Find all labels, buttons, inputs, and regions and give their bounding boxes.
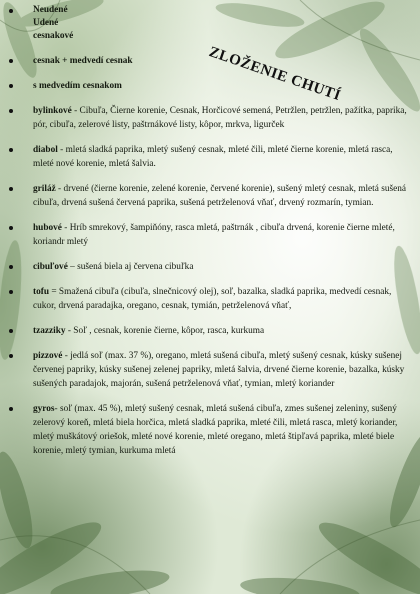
flavor-ingredients: drvené (čierne korenie, zelené korenie, červené korenie), sušený mletý cesnak, mletá sušená cibuľa, drvená sušená červená paprika, sušená petrželenová vňať, drvený rozmarín, tymian. [33,184,407,208]
list-item [33,324,415,338]
list-item [33,4,415,43]
list-item [33,143,415,171]
flavor-list [0,4,415,469]
flavor-ingredients: mletá sladká paprika, mletý sušený cesnak, mleté čili, mleté čierne korenie, mletá rasca, mleté nové korenie, mletá šalvia. [33,145,393,169]
flavor-name: cesnak + medvedí cesnak [33,56,133,66]
flavor-name: s medvedím cesnakom [33,81,122,91]
flavor-ingredients: sušená biela aj červena cibuľka [77,262,194,272]
list-item [33,54,415,68]
list-item [33,285,415,313]
list-item [33,79,415,93]
flavor-ingredients: Soľ , cesnak, korenie čierne, kôpor, rasca, kurkuma [73,326,265,336]
flavor-ingredients: Hríb smrekový, šampiňóny, rasca mletá, paštrnák , cibuľa drvená, korenie čierne mleté, koriandr mletý [33,223,395,247]
flavor-name: Udené [33,18,59,28]
list-item [33,182,415,210]
separator: - [62,351,71,361]
flavor-name: hubové [33,223,62,233]
list-item [33,402,415,458]
flavor-name: bylinkové [33,106,72,116]
separator: - [71,106,80,116]
separator: - [55,184,64,194]
flavor-name: tofu [33,287,50,297]
separator: - [57,145,66,155]
flavor-name: cibuľové [33,262,68,272]
list-item [33,104,415,132]
separator: = [49,287,59,297]
flavor-name: tzazziky [33,326,66,336]
list-item [33,260,415,274]
separator: – [67,262,78,272]
page-title: ZLOŽENIE CHUTÍ [206,44,343,105]
flavor-ingredients: Cibuľa, Čierne korenie, Cesnak, Horčicové semená, Petržlen, petržlen, pažítka, paprika, pór, cibuľa, zelerové listy, paštrnákové listy, kôpor, mrkva, ligurček [33,106,407,130]
flavor-name: Neudené [33,5,68,15]
separator: - [54,404,60,414]
flavor-name: pizzové [33,351,63,361]
list-item [33,349,415,391]
flavor-name: cesnakové [33,31,74,41]
flavor-ingredients: jedlá soľ (max. 37 %), oregano, mletá sušená cibuľa, mletý sušený cesnak, kúsky sušenej červenej papriky, kúsky sušenej zelenej papriky, mletá šalvia, drvené čierne korenie, bazalka, kúsky sušených paradajok, majorán, sušená petrželenová vňať, tymian, mletý koriander [33,351,405,389]
flavor-name: gyros [33,404,55,414]
list-item [33,221,415,249]
separator: - [61,223,70,233]
flavor-ingredients: soľ (max. 45 %), mletý sušený cesnak, mletá sušená cibuľa, zmes sušenej zeleniny, sušený zelerový koreň, mletá biela horčica, mletá sladká paprika, mleté čili, mletá rasca, mletý koriander, mletý muškátový oriešok, mleté nové korenie, mleté oregano, mletá štipľavá paprika, mleté biele korenie, mletý tymian, kurkuma mletá [33,404,398,456]
separator: - [65,326,74,336]
flavor-ingredients: Smažená cibuľa (cibuľa, slnečnicový olej), soľ, bazalka, sladká paprika, medvedí cesnak, cukor, drvená paradajka, oregano, cesnak, tymián, petrželenová vňať, [33,287,392,311]
flavor-name: diabol [33,145,58,155]
flavor-name: griláž [33,184,56,194]
